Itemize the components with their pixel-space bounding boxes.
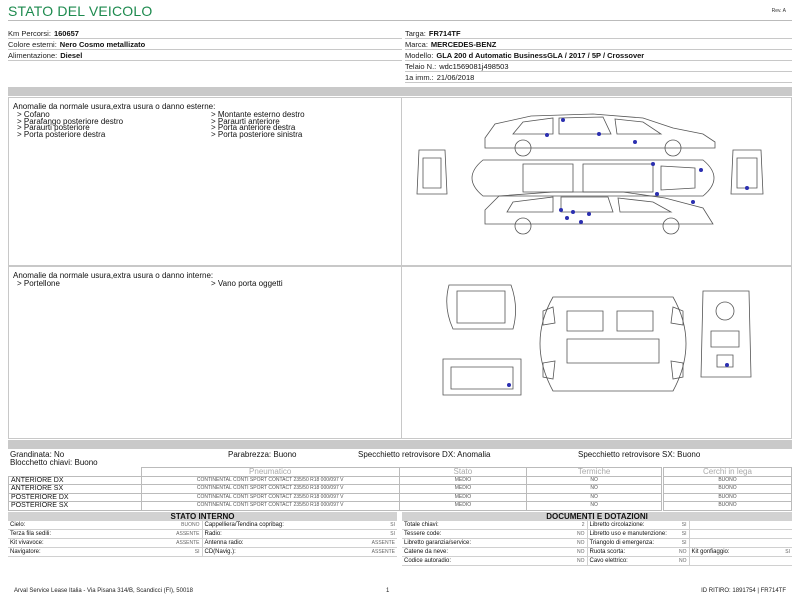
summary-blocchetto: Blocchetto chiavi: Buono bbox=[10, 458, 98, 467]
rim-value: BUONO bbox=[664, 476, 792, 485]
table-row bbox=[664, 493, 792, 502]
field-label: Libretto uso e manutenzione: bbox=[587, 530, 675, 539]
field-value: NO bbox=[482, 548, 587, 557]
tyre-position: ANTERIORE SX bbox=[9, 485, 142, 494]
tyre-stato: MEDIO bbox=[399, 502, 527, 511]
exterior-damage-title: Anomalie da normale usura,extra usura o danno esterne: bbox=[13, 102, 216, 111]
tyre-stato: MEDIO bbox=[399, 485, 527, 494]
field-value bbox=[749, 539, 792, 548]
field-label: Libretto circolazione: bbox=[587, 521, 675, 530]
field-label: Cielo: bbox=[8, 521, 78, 530]
damage-item: > Paraurti posteriore bbox=[17, 123, 90, 132]
field-label: Cavo elettrico: bbox=[587, 557, 675, 566]
table-row bbox=[9, 493, 662, 502]
damage-item: > Cofano bbox=[17, 110, 50, 119]
rim-value: BUONO bbox=[664, 485, 792, 494]
field-label: Triangolo di emergenza: bbox=[587, 539, 675, 548]
table-row bbox=[402, 530, 792, 539]
field-label: Cappelliera/Tendina copribag: bbox=[202, 521, 312, 530]
rims-table bbox=[663, 467, 792, 511]
table-row bbox=[9, 476, 662, 485]
damage-marker bbox=[559, 208, 563, 212]
table-row bbox=[8, 521, 397, 530]
stato-interno-table bbox=[8, 521, 397, 557]
field-value: NO bbox=[482, 530, 587, 539]
rims-header: Cerchi in lega bbox=[664, 468, 792, 477]
interior-damage-list-col2 bbox=[211, 281, 283, 288]
info-value: Diesel bbox=[60, 51, 83, 60]
info-label: Alimentazione: bbox=[8, 51, 58, 60]
tyre-model: CONTINENTAL CONTI SPORT CONTACT 235/50 R18 000/097 V bbox=[141, 502, 399, 511]
documenti-section bbox=[402, 512, 792, 566]
tyres-table bbox=[8, 467, 662, 511]
interior-damage-list-col1 bbox=[17, 281, 60, 288]
tyre-stato: MEDIO bbox=[399, 493, 527, 502]
tyres-header-termiche: Termiche bbox=[527, 468, 662, 477]
field-value: SI bbox=[675, 530, 689, 539]
damage-item: > Portellone bbox=[17, 279, 60, 288]
footer-company: Arval Service Lease Italia - Via Pisana 314/B, Scandicci (FI), 50018 bbox=[14, 588, 193, 594]
summary-specchietto-sx: Specchietto retrovisore SX: Buono bbox=[578, 450, 701, 459]
tyre-model: CONTINENTAL CONTI SPORT CONTACT 235/50 R18 000/097 V bbox=[141, 493, 399, 502]
info-label: Colore esterni: bbox=[8, 40, 57, 49]
field-label: Radio: bbox=[202, 530, 312, 539]
info-value: GLA 200 d Automatic BusinessGLA / 2017 / 5P / Crossover bbox=[436, 51, 645, 60]
section-divider-bar bbox=[8, 440, 792, 449]
info-row-immatricolazione bbox=[405, 72, 792, 83]
damage-item: > Porta posteriore sinistra bbox=[211, 129, 303, 139]
tyres-header-blank bbox=[9, 468, 142, 477]
field-label: Navigatore: bbox=[8, 548, 78, 557]
field-value: 2 bbox=[482, 521, 587, 530]
footer-id: ID RITIRO: 1891754 | FR714TF bbox=[701, 588, 786, 594]
damage-item: > Paraurti anteriore bbox=[211, 116, 280, 126]
info-label: 1a imm.: bbox=[405, 73, 434, 82]
field-value: BUONO bbox=[78, 521, 202, 530]
info-value: 21/06/2018 bbox=[436, 73, 475, 82]
damage-marker bbox=[587, 212, 591, 216]
field-value: ASSENTE bbox=[78, 530, 202, 539]
document-title: STATO DEL VEICOLO bbox=[8, 3, 153, 19]
info-row-targa bbox=[405, 28, 792, 39]
field-label: CD(Navig.): bbox=[202, 548, 312, 557]
interior-damage-title: Anomalie da normale usura,extra usura o danno interne: bbox=[13, 271, 214, 280]
summary-grandinata: Grandinata: No bbox=[10, 450, 65, 459]
info-row-km bbox=[8, 28, 402, 39]
field-label: Ruota scorta: bbox=[587, 548, 675, 557]
damage-marker bbox=[561, 118, 565, 122]
exterior-damage-list-col1 bbox=[17, 112, 123, 138]
documenti-table bbox=[402, 521, 792, 566]
field-value: SI bbox=[312, 521, 397, 530]
damage-item: > Vano porta oggetti bbox=[211, 279, 283, 288]
tyre-position: POSTERIORE DX bbox=[9, 493, 142, 502]
vehicle-info-right bbox=[405, 28, 792, 83]
stato-interno-section bbox=[8, 512, 397, 557]
vehicle-info-left bbox=[8, 28, 402, 61]
field-value: SI bbox=[675, 539, 689, 548]
field-value: NO bbox=[675, 557, 689, 566]
table-row bbox=[9, 502, 662, 511]
tyre-model: CONTINENTAL CONTI SPORT CONTACT 235/50 R18 000/097 V bbox=[141, 485, 399, 494]
info-value: FR714TF bbox=[428, 29, 461, 38]
damage-marker bbox=[597, 132, 601, 136]
field-value: ASSENTE bbox=[312, 548, 397, 557]
field-label bbox=[689, 539, 749, 548]
info-row-telaio bbox=[405, 61, 792, 72]
car-exterior-diagram bbox=[403, 98, 791, 265]
field-label: Antenna radio: bbox=[202, 539, 312, 548]
damage-marker bbox=[745, 186, 749, 190]
interior-damage-panel bbox=[8, 266, 792, 439]
field-value: SI bbox=[675, 521, 689, 530]
damage-marker bbox=[571, 210, 575, 214]
field-label: Libretto garanzia/service: bbox=[402, 539, 482, 548]
interior-car-diagram bbox=[403, 267, 791, 438]
damage-marker bbox=[699, 168, 703, 172]
field-value bbox=[749, 530, 792, 539]
section-divider-bar bbox=[8, 87, 792, 96]
damage-item: > Parafango posteriore destro bbox=[17, 116, 124, 126]
title-divider bbox=[8, 20, 792, 21]
damage-marker bbox=[633, 140, 637, 144]
tyres-header-stato: Stato bbox=[399, 468, 527, 477]
damage-marker bbox=[565, 216, 569, 220]
tyre-position: POSTERIORE SX bbox=[9, 502, 142, 511]
field-value: NO bbox=[482, 557, 587, 566]
table-row bbox=[8, 548, 397, 557]
table-row bbox=[402, 521, 792, 530]
field-label: Totale chiavi: bbox=[402, 521, 482, 530]
field-label: Tessere code: bbox=[402, 530, 482, 539]
field-label bbox=[689, 557, 749, 566]
info-value: Nero Cosmo metallizato bbox=[59, 40, 146, 49]
field-label: Codice autoradio: bbox=[402, 557, 482, 566]
tyre-termiche: NO bbox=[527, 485, 662, 494]
info-label: Telaio N.: bbox=[405, 62, 437, 71]
field-label: Terza fila sedili: bbox=[8, 530, 78, 539]
interior-damage-markers bbox=[507, 363, 729, 387]
footer-page-number: 1 bbox=[386, 588, 390, 594]
field-label bbox=[689, 530, 749, 539]
damage-marker bbox=[651, 162, 655, 166]
tyre-termiche: NO bbox=[527, 476, 662, 485]
info-label: Targa: bbox=[405, 29, 426, 38]
info-row-alimentazione bbox=[8, 50, 402, 61]
exterior-car-diagram bbox=[403, 98, 791, 265]
info-label: Marca: bbox=[405, 40, 428, 49]
exterior-damage-list-area bbox=[9, 98, 402, 265]
damage-item: > Porta posteriore destra bbox=[17, 129, 106, 139]
damage-item: > Porta anteriore destra bbox=[211, 123, 296, 132]
field-value: NO bbox=[675, 548, 689, 557]
info-value: wdc1569081j498503 bbox=[439, 62, 509, 71]
info-value: MERCEDES-BENZ bbox=[430, 40, 497, 49]
documenti-title: DOCUMENTI E DOTAZIONI bbox=[402, 512, 792, 521]
table-row bbox=[402, 548, 792, 557]
tyre-termiche: NO bbox=[527, 493, 662, 502]
info-label: Km Percorsi: bbox=[8, 29, 51, 38]
table-row bbox=[402, 557, 792, 566]
field-value: SI bbox=[749, 548, 792, 557]
table-row bbox=[664, 502, 792, 511]
tyres-header-row bbox=[9, 468, 662, 477]
damage-item: > Montante esterno destro bbox=[211, 110, 305, 119]
interior-damage-list-area bbox=[9, 267, 402, 438]
summary-parabrezza: Parabrezza: Buono bbox=[228, 450, 297, 459]
exterior-damage-list-col2 bbox=[211, 112, 305, 138]
damage-marker bbox=[507, 383, 511, 387]
damage-marker bbox=[655, 192, 659, 196]
tyre-stato: MEDIO bbox=[399, 476, 527, 485]
table-row bbox=[9, 485, 662, 494]
info-label: Modello: bbox=[405, 51, 434, 60]
table-row bbox=[664, 485, 792, 494]
exterior-damage-panel bbox=[8, 97, 792, 266]
tyre-position: ANTERIORE DX bbox=[9, 476, 142, 485]
rim-value: BUONO bbox=[664, 502, 792, 511]
table-row bbox=[8, 539, 397, 548]
info-row-modello bbox=[405, 50, 792, 61]
damage-marker bbox=[579, 220, 583, 224]
car-interior-diagram bbox=[403, 267, 791, 438]
vehicle-info bbox=[8, 28, 792, 86]
stato-interno-title: STATO INTERNO bbox=[8, 512, 397, 521]
damage-marker bbox=[691, 200, 695, 204]
tyre-model: CONTINENTAL CONTI SPORT CONTACT 235/50 R18 000/097 V bbox=[141, 476, 399, 485]
field-value bbox=[749, 521, 792, 530]
field-value: SI bbox=[312, 530, 397, 539]
field-value: NO bbox=[482, 539, 587, 548]
field-value: ASSENTE bbox=[312, 539, 397, 548]
rim-value: BUONO bbox=[664, 493, 792, 502]
tyres-header-pneumatico: Pneumatico bbox=[141, 468, 399, 477]
info-row-marca bbox=[405, 39, 792, 50]
field-value bbox=[749, 557, 792, 566]
tyre-termiche: NO bbox=[527, 502, 662, 511]
damage-marker bbox=[545, 133, 549, 137]
info-value: 160657 bbox=[53, 29, 79, 38]
field-label: Catene da neve: bbox=[402, 548, 482, 557]
damage-marker bbox=[725, 363, 729, 367]
summary-specchietto-dx: Specchietto retrovisore DX: Anomalia bbox=[358, 450, 491, 459]
table-row bbox=[8, 530, 397, 539]
info-row-colore bbox=[8, 39, 402, 50]
field-label: Kit gonfiaggio: bbox=[689, 548, 749, 557]
table-row bbox=[664, 476, 792, 485]
field-value: ASSENTE bbox=[78, 539, 202, 548]
table-row bbox=[402, 539, 792, 548]
field-label bbox=[689, 521, 749, 530]
field-label: Kit vivavoce: bbox=[8, 539, 78, 548]
revision-label: Rev. A bbox=[771, 8, 786, 14]
field-value: SI bbox=[78, 548, 202, 557]
